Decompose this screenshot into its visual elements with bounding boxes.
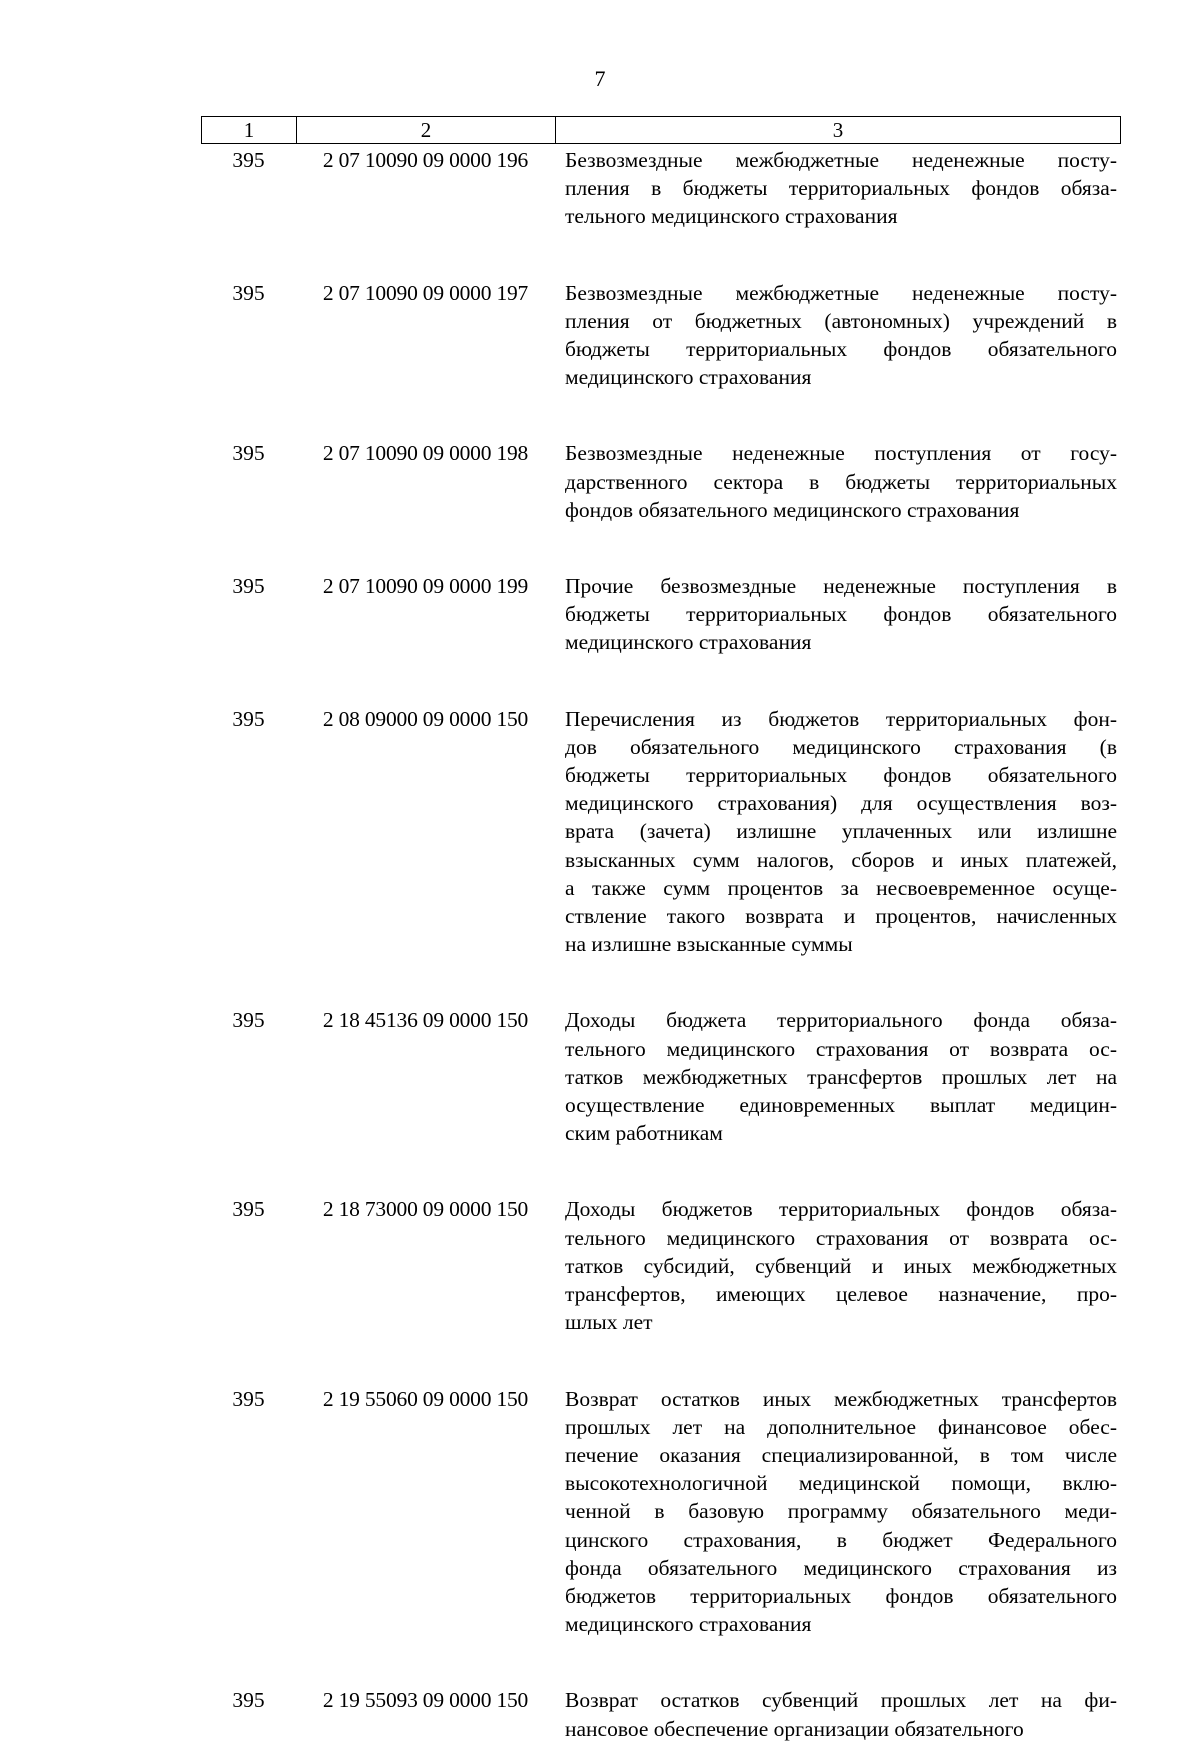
description-line: тельного медицинского страхования xyxy=(565,204,898,229)
description-line: татков межбюджетных трансфертов прошлых лет на xyxy=(565,1064,1117,1089)
budget-code-cell: 2 18 45136 09 0000 150 xyxy=(322,1008,529,1033)
admin-code-cell: 395 xyxy=(232,441,265,466)
description-line: медицинского страхования xyxy=(565,630,812,655)
description-line: Безвозмездные межбюджетные неденежные посту- xyxy=(565,148,1117,172)
description-cell xyxy=(555,1385,1121,1639)
description-line: на излишне взысканные суммы xyxy=(565,932,853,957)
description-cell xyxy=(555,1686,1121,1742)
budget-code-cell: 2 07 10090 09 0000 198 xyxy=(322,441,529,466)
description-line: Прочие безвозмездные неденежные поступления в xyxy=(565,574,1117,599)
description-line: тельного медицинского страхования от возврата ос- xyxy=(565,1036,1117,1061)
description-line: тельного медицинского страхования от возврата ос- xyxy=(565,1225,1117,1250)
description-cell xyxy=(555,279,1121,392)
description-cell xyxy=(555,439,1121,524)
description-line: Возврат остатков субвенций прошлых лет на фи- xyxy=(565,1688,1117,1713)
description-line: медицинского страхования) для осуществления воз- xyxy=(565,791,1117,816)
description-line: татков субсидий, субвенций и иных межбюджетных xyxy=(565,1253,1117,1278)
description-cell xyxy=(555,1006,1121,1147)
description-line: а также сумм процентов за несвоевременное осуще- xyxy=(565,875,1117,900)
description-line: медицинского страхования xyxy=(565,365,812,390)
description-line: бюджетов территориальных фондов обязательного xyxy=(565,1583,1117,1608)
admin-code-cell: 395 xyxy=(232,706,265,731)
budget-code-cell: 2 19 55060 09 0000 150 xyxy=(322,1386,529,1411)
description-cell xyxy=(555,146,1121,231)
description-cell xyxy=(555,572,1121,657)
admin-code-cell: 395 xyxy=(232,574,265,599)
description-line: ствление такого возврата и процентов, начисленных xyxy=(565,904,1117,929)
description-line: бюджеты территориальных фондов обязательного xyxy=(565,337,1117,362)
description-line: высокотехнологичной медицинской помощи, вклю- xyxy=(565,1471,1117,1496)
description-line: цинского страхования, в бюджет Федерального xyxy=(565,1527,1117,1552)
description-line: дов обязательного медицинского страхования (в xyxy=(565,734,1117,759)
budget-code-cell: 2 07 10090 09 0000 197 xyxy=(322,280,529,305)
admin-code-cell: 395 xyxy=(232,148,265,172)
description-line: взысканных сумм налогов, сборов и иных платежей, xyxy=(565,847,1117,872)
description-line: Доходы бюджета территориального фонда обяза- xyxy=(565,1008,1117,1033)
header-col-2: 2 xyxy=(297,117,556,143)
description-line: Безвозмездные неденежные поступления от госу- xyxy=(565,441,1117,466)
description-line: ским работникам xyxy=(565,1121,723,1146)
description-line: дарственного сектора в бюджеты территориальных xyxy=(565,469,1117,494)
description-line: врата (зачета) излишне уплаченных или излишне xyxy=(565,819,1117,844)
table-row xyxy=(201,1195,1121,1336)
table-row xyxy=(201,1006,1121,1147)
description-cell xyxy=(555,705,1121,959)
description-cell xyxy=(555,1195,1121,1336)
admin-code-cell: 395 xyxy=(232,1386,265,1411)
description-line: Доходы бюджетов территориальных фондов обяза- xyxy=(565,1197,1117,1222)
table-header xyxy=(201,116,1121,144)
table-row xyxy=(201,705,1121,959)
description-line: Безвозмездные межбюджетные неденежные посту- xyxy=(565,280,1117,305)
description-line: бюджеты территориальных фондов обязательного xyxy=(565,763,1117,788)
admin-code-cell: 395 xyxy=(232,1197,265,1222)
budget-code-cell: 2 07 10090 09 0000 199 xyxy=(322,574,529,599)
description-line: фонда обязательного медицинского страхования из xyxy=(565,1555,1117,1580)
description-line: Возврат остатков иных межбюджетных трансфертов xyxy=(565,1386,1117,1411)
header-col-3: 3 xyxy=(832,117,844,142)
table-row xyxy=(201,146,1121,231)
budget-code-cell: 2 07 10090 09 0000 196 xyxy=(322,148,529,172)
page-number: 7 xyxy=(594,66,606,91)
description-line: пления от бюджетных (автономных) учреждений в xyxy=(565,308,1117,333)
table-row xyxy=(201,572,1121,657)
description-line: шлых лет xyxy=(565,1310,653,1335)
description-line: ченной в базовую программу обязательного меди- xyxy=(565,1499,1117,1524)
table-row xyxy=(201,439,1121,524)
description-line: пления в бюджеты территориальных фондов обяза- xyxy=(565,176,1117,201)
description-line: фондов обязательного медицинского страхования xyxy=(565,497,1020,522)
table-row xyxy=(201,1686,1121,1742)
admin-code-cell: 395 xyxy=(232,280,265,305)
table-row xyxy=(201,1385,1121,1639)
admin-code-cell: 395 xyxy=(232,1008,265,1033)
description-line: осуществление единовременных выплат медицин- xyxy=(565,1093,1117,1118)
budget-code-cell: 2 08 09000 09 0000 150 xyxy=(322,706,529,731)
budget-code-cell: 2 18 73000 09 0000 150 xyxy=(322,1197,529,1222)
admin-code-cell: 395 xyxy=(232,1688,265,1713)
description-line: бюджеты территориальных фондов обязательного xyxy=(565,602,1117,627)
description-line: нансовое обеспечение организации обязательного xyxy=(565,1716,1024,1741)
description-line: медицинского страхования xyxy=(565,1612,812,1637)
budget-code-cell: 2 19 55093 09 0000 150 xyxy=(322,1688,529,1713)
header-col-1: 1 xyxy=(202,117,297,143)
description-line: печение оказания специализированной, в том числе xyxy=(565,1442,1117,1467)
description-line: прошлых лет на дополнительное финансовое обес- xyxy=(565,1414,1117,1439)
description-line: Перечисления из бюджетов территориальных фон- xyxy=(565,706,1117,731)
table-body xyxy=(201,146,1121,1743)
table-row xyxy=(201,279,1121,392)
description-line: трансфертов, имеющих целевое назначение, про- xyxy=(565,1282,1117,1307)
